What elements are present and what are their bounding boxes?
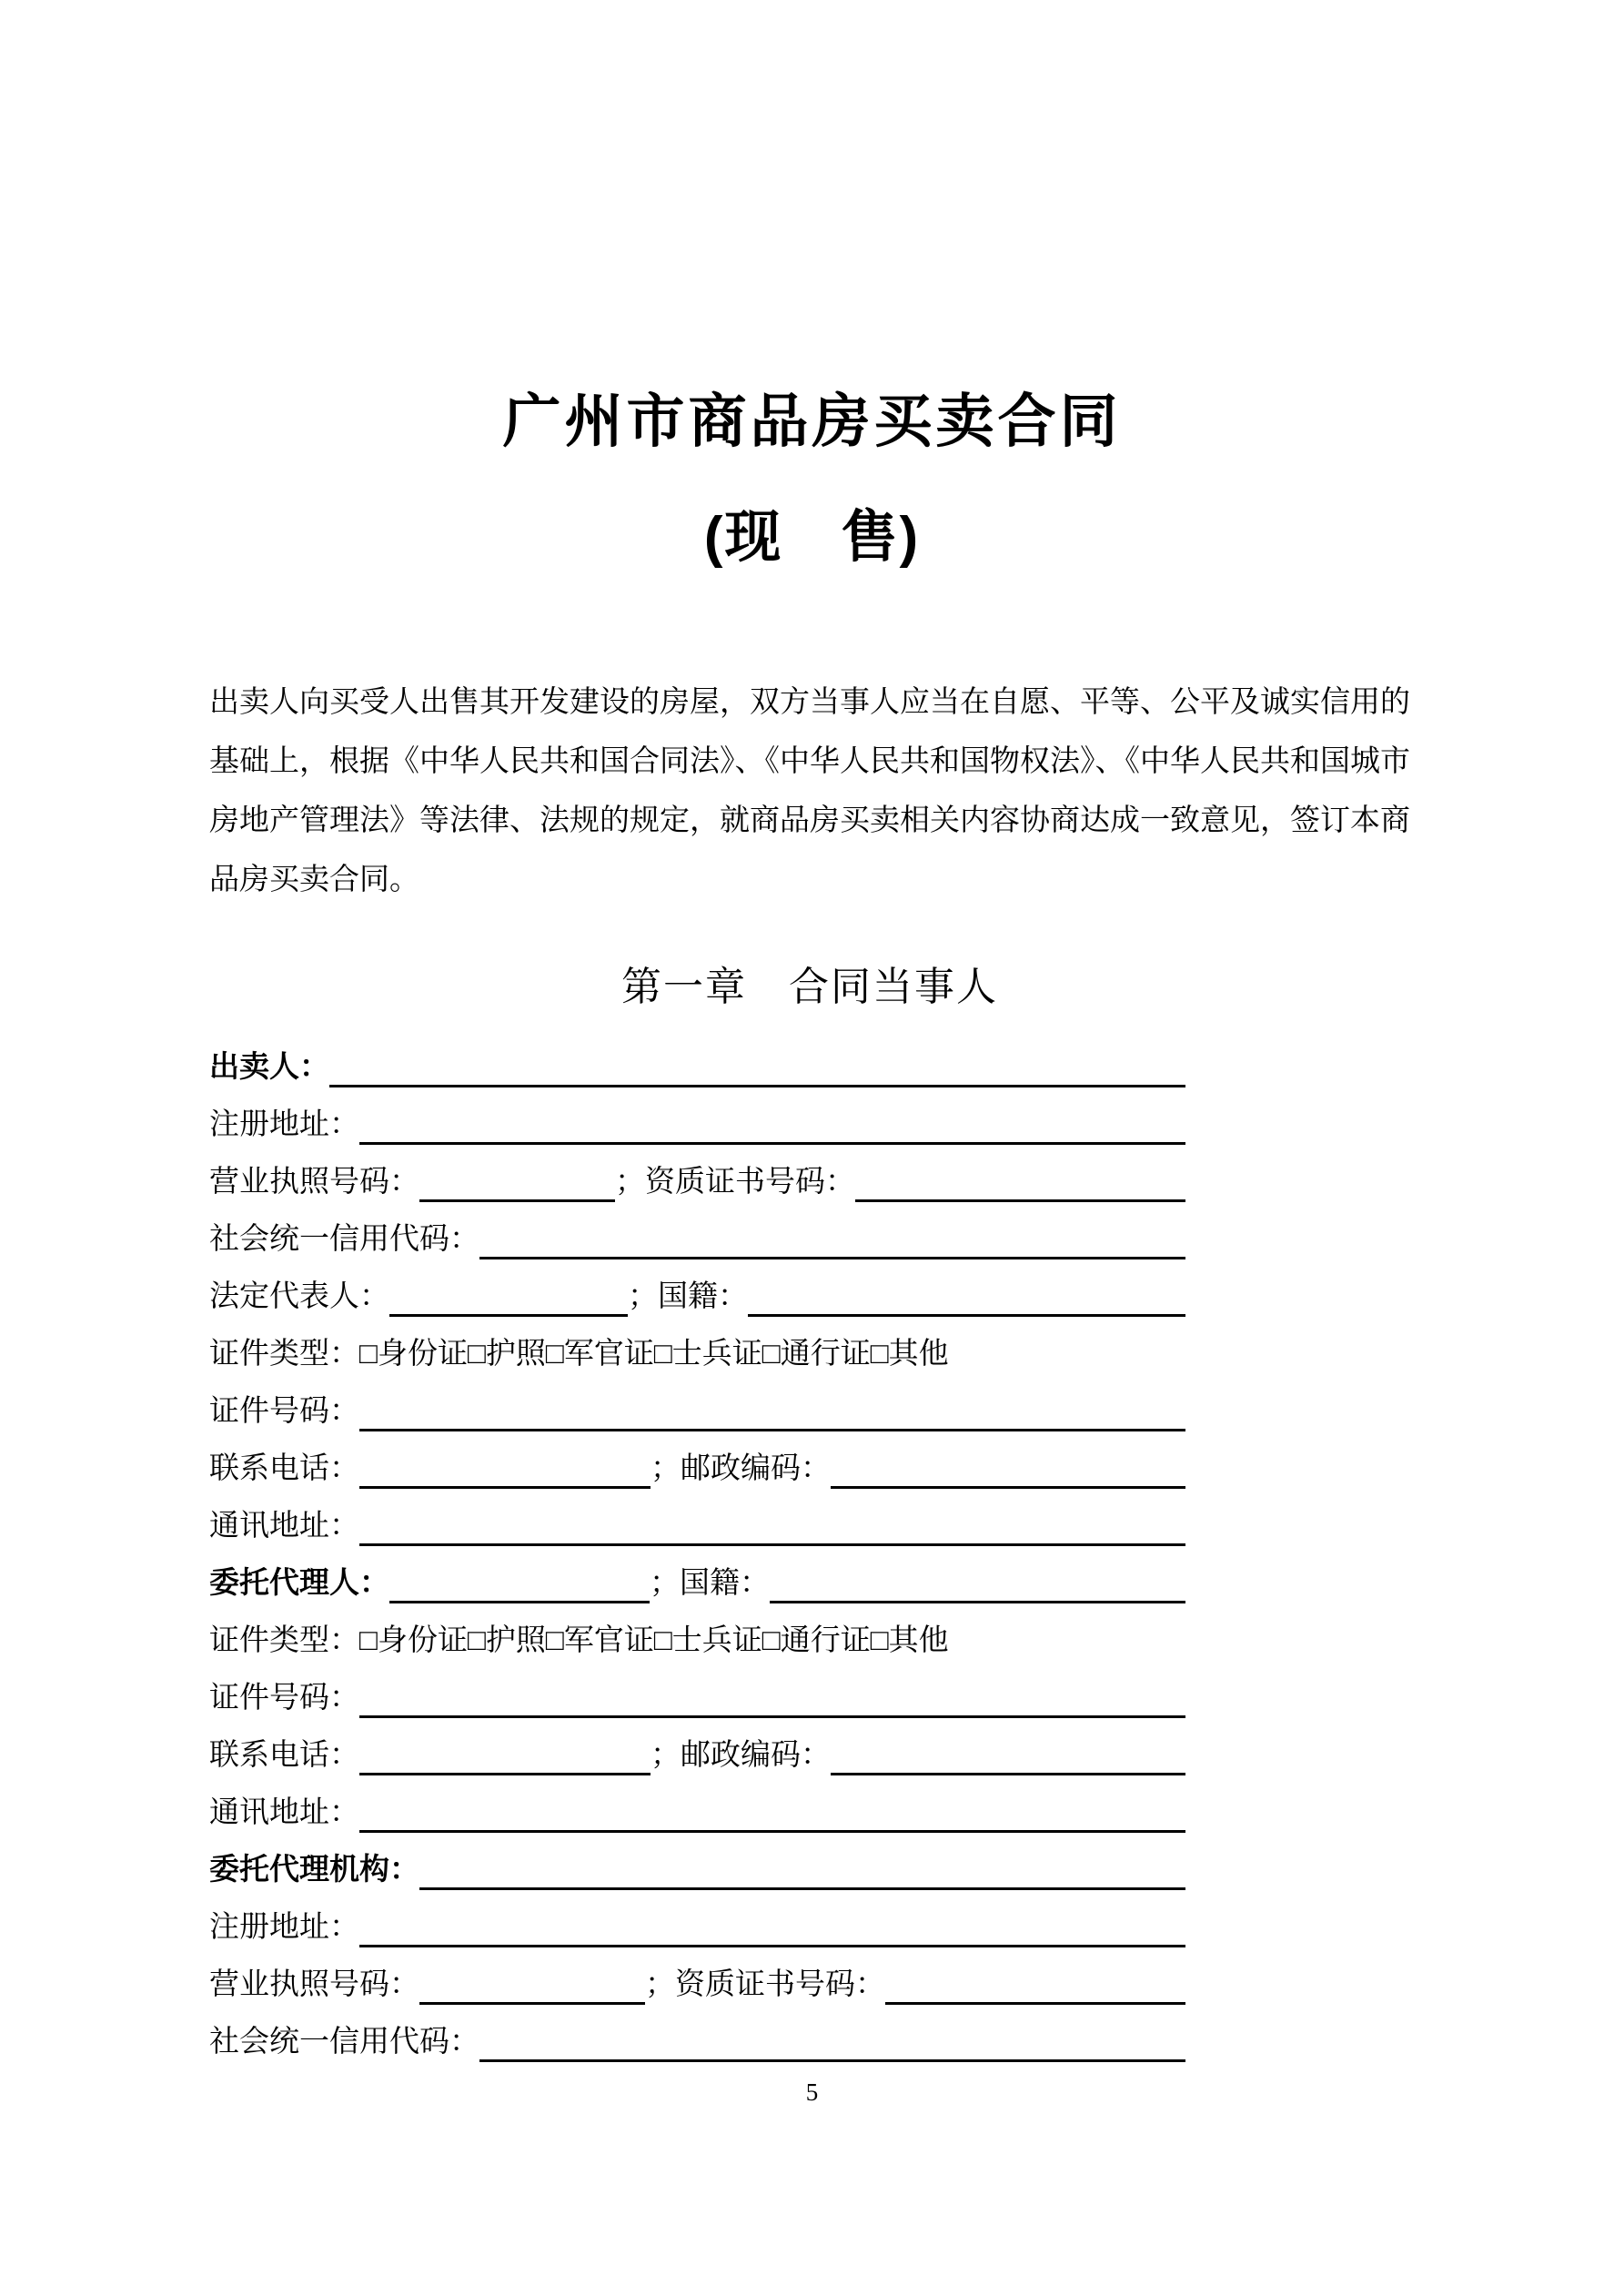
blank-fill-in-line xyxy=(770,1563,1185,1603)
form-row xyxy=(209,1546,1185,1603)
blank-fill-in-line xyxy=(855,1162,1185,1202)
checkbox-empty-icon: □ xyxy=(467,1338,486,1371)
blank-fill-in-line xyxy=(359,1105,1185,1145)
checkbox-option-label: 护照 xyxy=(485,1338,546,1371)
form-row xyxy=(209,1087,1185,1145)
field-label: 营业执照号码： xyxy=(209,1166,419,1199)
field-label: 通讯地址： xyxy=(209,1796,359,1829)
checkbox-option xyxy=(546,1621,654,1661)
checkbox-option xyxy=(468,1334,546,1374)
form-row xyxy=(209,1890,1185,1947)
checkbox-option xyxy=(359,1334,468,1374)
field-label: ；资质证书号码： xyxy=(615,1166,855,1199)
field-label: 通讯地址： xyxy=(209,1510,359,1542)
intro-paragraph: 出卖人向买受人出售其开发建设的房屋，双方当事人应当在自愿、平等、公平及诚实信用的基础上，根据《中华人民共和国合同法》、《中华人民共和国物权法》、《中华人民共和国城市房地产管理法》等法律、法规的规定，就商品房买卖相关内容协商达成一致意见，签订本商品房买卖合同。 xyxy=(209,686,1410,896)
blank-fill-in-line xyxy=(479,2022,1185,2062)
checkbox-empty-icon: □ xyxy=(762,1624,781,1657)
page-number: 5 xyxy=(805,2079,819,2106)
blank-fill-in-line xyxy=(389,1277,628,1317)
blank-fill-in-line xyxy=(885,1965,1185,2005)
checkbox-empty-icon: □ xyxy=(762,1338,781,1371)
blank-fill-in-line xyxy=(359,1391,1185,1431)
checkbox-empty-icon: □ xyxy=(653,1338,672,1371)
field-label: 证件号码： xyxy=(209,1395,359,1428)
blank-fill-in-line xyxy=(419,1162,615,1202)
checkbox-option-label: 士兵证 xyxy=(671,1624,762,1657)
checkbox-empty-icon: □ xyxy=(545,1624,564,1657)
checkbox-option-label: 护照 xyxy=(485,1624,546,1657)
blank-fill-in-line xyxy=(831,1735,1185,1775)
form-row xyxy=(209,1374,1185,1431)
checkbox-empty-icon: □ xyxy=(359,1338,378,1371)
blank-fill-in-line xyxy=(831,1449,1185,1489)
chapter-heading: 第一章 合同当事人 xyxy=(621,965,998,1009)
checkbox-empty-icon: □ xyxy=(359,1624,378,1657)
field-label: ；邮政编码： xyxy=(651,1452,831,1485)
field-label: 证件类型： xyxy=(209,1338,359,1371)
checkbox-option-label: 其他 xyxy=(888,1338,949,1371)
party-info-form xyxy=(209,1030,1185,2062)
document-title: 广州市商品房买卖合同 xyxy=(502,389,1122,454)
document-subtitle: (现 售) xyxy=(703,506,921,569)
field-label: 证件号码： xyxy=(209,1682,359,1714)
field-label: 营业执照号码： xyxy=(209,1968,419,2001)
checkbox-empty-icon: □ xyxy=(653,1624,672,1657)
checkbox-empty-icon: □ xyxy=(870,1624,889,1657)
checkbox-empty-icon: □ xyxy=(870,1338,889,1371)
form-row xyxy=(209,1718,1185,1775)
field-label: 委托代理机构： xyxy=(209,1854,419,1886)
checkbox-option-label: 其他 xyxy=(888,1624,949,1657)
checkbox-option-label: 军官证 xyxy=(563,1338,654,1371)
checkbox-option xyxy=(762,1621,871,1661)
blank-fill-in-line xyxy=(419,1965,645,2005)
checkbox-option-label: 军官证 xyxy=(563,1624,654,1657)
field-label: ；国籍： xyxy=(650,1567,770,1600)
field-label: 注册地址： xyxy=(209,1108,359,1141)
form-row xyxy=(209,1202,1185,1259)
blank-fill-in-line xyxy=(359,1735,651,1775)
blank-fill-in-line xyxy=(359,1678,1185,1718)
blank-fill-in-line xyxy=(359,1449,651,1489)
checkbox-empty-icon: □ xyxy=(545,1338,564,1371)
field-label: 社会统一信用代码： xyxy=(209,1223,479,1256)
field-label: 法定代表人： xyxy=(209,1280,389,1313)
field-label: 联系电话： xyxy=(209,1452,359,1485)
checkbox-empty-icon: □ xyxy=(467,1624,486,1657)
checkbox-option-label: 身份证 xyxy=(377,1338,468,1371)
blank-fill-in-line xyxy=(389,1563,650,1603)
form-row xyxy=(209,1661,1185,1718)
form-row xyxy=(209,1259,1185,1317)
checkbox-option xyxy=(871,1334,949,1374)
form-row xyxy=(209,2005,1185,2062)
field-label: 证件类型： xyxy=(209,1624,359,1657)
blank-fill-in-line xyxy=(359,1506,1185,1546)
checkbox-option xyxy=(871,1621,949,1661)
checkbox-option-label: 身份证 xyxy=(377,1624,468,1657)
blank-fill-in-line xyxy=(748,1277,1185,1317)
checkbox-option xyxy=(468,1621,546,1661)
checkbox-option xyxy=(762,1334,871,1374)
form-row xyxy=(209,1431,1185,1489)
form-row xyxy=(209,1603,1185,1661)
field-label: ；国籍： xyxy=(628,1280,748,1313)
blank-fill-in-line xyxy=(419,1850,1185,1890)
form-row xyxy=(209,1833,1185,1890)
checkbox-option-label: 通行证 xyxy=(780,1624,871,1657)
form-row xyxy=(209,1145,1185,1202)
checkbox-option-label: 士兵证 xyxy=(671,1338,762,1371)
form-row xyxy=(209,1947,1185,2005)
field-label: 注册地址： xyxy=(209,1911,359,1944)
field-label: 委托代理人： xyxy=(209,1567,389,1600)
blank-fill-in-line xyxy=(359,1907,1185,1947)
field-label: 出卖人： xyxy=(209,1051,329,1084)
form-row xyxy=(209,1030,1185,1087)
blank-fill-in-line xyxy=(479,1219,1185,1259)
form-row xyxy=(209,1775,1185,1833)
field-label: ；邮政编码： xyxy=(651,1739,831,1772)
checkbox-option xyxy=(654,1621,762,1661)
checkbox-option xyxy=(654,1334,762,1374)
blank-fill-in-line xyxy=(329,1047,1185,1087)
checkbox-option xyxy=(546,1334,654,1374)
checkbox-option xyxy=(359,1621,468,1661)
form-row xyxy=(209,1489,1185,1546)
checkbox-option-label: 通行证 xyxy=(780,1338,871,1371)
field-label: 联系电话： xyxy=(209,1739,359,1772)
blank-fill-in-line xyxy=(359,1793,1185,1833)
field-label: ；资质证书号码： xyxy=(645,1968,885,2001)
field-label: 社会统一信用代码： xyxy=(209,2026,479,2058)
form-row xyxy=(209,1317,1185,1374)
